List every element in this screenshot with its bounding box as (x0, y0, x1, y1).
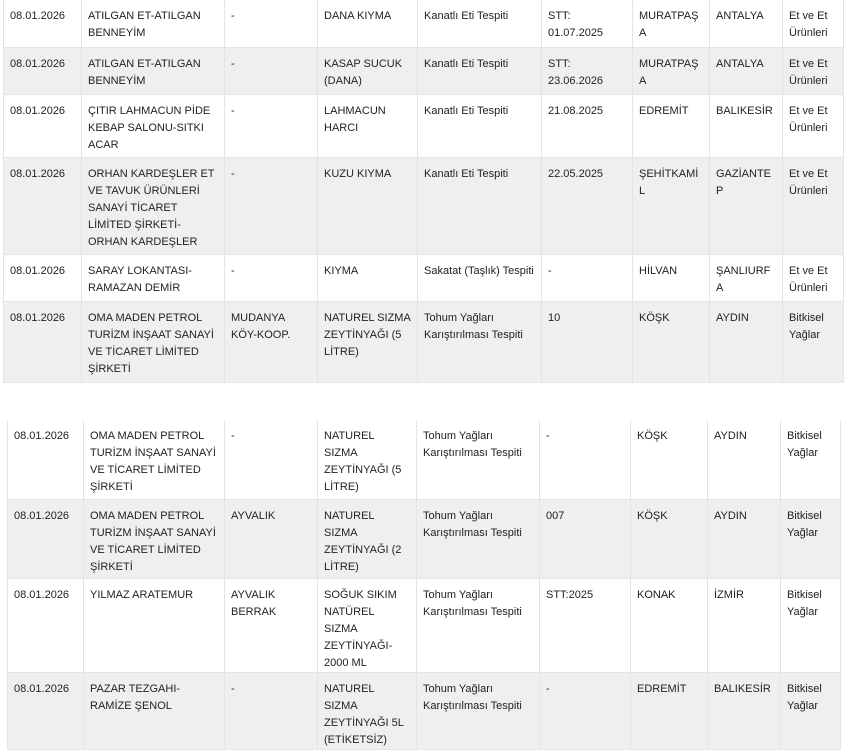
company-cell: YILMAZ ARATEMUR (84, 578, 225, 672)
group-cell: Et ve Et Ürünleri (783, 47, 844, 94)
finding-cell: Kanatlı Eti Tespiti (418, 94, 542, 157)
district-cell: KONAK (631, 578, 708, 672)
table-row (4, 94, 844, 157)
product-cell: KUZU KIYMA (318, 157, 418, 254)
group-cell: Bitkisel Yağlar (781, 672, 841, 749)
date-cell: 08.01.2026 (8, 420, 84, 499)
date-cell: 08.01.2026 (4, 301, 82, 382)
province-cell: ANTALYA (710, 47, 783, 94)
lot-cell: 007 (540, 499, 631, 578)
table-row (8, 578, 841, 672)
date-cell: 08.01.2026 (8, 499, 84, 578)
group-cell: Bitkisel Yağlar (781, 578, 841, 672)
finding-cell: Tohum Yağları Karıştırılması Tespiti (417, 499, 540, 578)
date-cell: 08.01.2026 (4, 94, 82, 157)
date-cell: 08.01.2026 (4, 157, 82, 254)
brand-cell: MUDANYA KÖY-KOOP. (225, 301, 318, 382)
district-cell: HİLVAN (633, 254, 710, 301)
lot-cell: - (540, 672, 631, 749)
brand-cell: - (225, 420, 318, 499)
brand-cell: - (225, 94, 318, 157)
lot-cell: STT: 01.07.2025 (542, 0, 633, 47)
district-cell: KÖŞK (631, 420, 708, 499)
group-cell: Bitkisel Yağlar (783, 301, 844, 382)
finding-cell: Sakatat (Taşlık) Tespiti (418, 254, 542, 301)
brand-cell: AYVALIK BERRAK (225, 578, 318, 672)
finding-cell: Kanatlı Eti Tespiti (418, 0, 542, 47)
product-cell: NATUREL SIZMA ZEYTİNYAĞI (5 LİTRE) (318, 301, 418, 382)
product-cell: SOĞUK SIKIM NATÜREL SIZMA ZEYTİNYAĞI-2000 ML (318, 578, 417, 672)
finding-cell: Kanatlı Eti Tespiti (418, 47, 542, 94)
province-cell: AYDIN (708, 420, 781, 499)
date-cell: 08.01.2026 (4, 254, 82, 301)
table-row (4, 254, 844, 301)
table-row (8, 499, 841, 578)
lot-cell: 22.05.2025 (542, 157, 633, 254)
district-cell: ŞEHİTKAMİL (633, 157, 710, 254)
finding-cell: Tohum Yağları Karıştırılması Tespiti (417, 672, 540, 749)
province-cell: GAZİANTEP (710, 157, 783, 254)
company-cell: SARAY LOKANTASI-RAMAZAN DEMİR (82, 254, 225, 301)
group-cell: Et ve Et Ürünleri (783, 157, 844, 254)
date-cell: 08.01.2026 (4, 0, 82, 47)
table-row (4, 0, 844, 47)
group-cell: Et ve Et Ürünleri (783, 254, 844, 301)
company-cell: ÇITIR LAHMACUN PİDE KEBAP SALONU-SITKI ACAR (82, 94, 225, 157)
province-cell: AYDIN (708, 499, 781, 578)
date-cell: 08.01.2026 (8, 672, 84, 749)
company-cell: OMA MADEN PETROL TURİZM İNŞAAT SANAYİ VE TİCARET LİMİTED ŞİRKETİ (84, 420, 225, 499)
brand-cell: - (225, 0, 318, 47)
lot-cell: 10 (542, 301, 633, 382)
lot-cell: - (542, 254, 633, 301)
district-cell: EDREMİT (633, 94, 710, 157)
company-cell: ATILGAN ET-ATILGAN BENNEYİM (82, 47, 225, 94)
province-cell: BALIKESİR (710, 94, 783, 157)
product-cell: NATUREL SIZMA ZEYTİNYAĞI 5L (ETİKETSİZ) (318, 672, 417, 749)
company-cell: ATILGAN ET-ATILGAN BENNEYİM (82, 0, 225, 47)
district-cell: KÖŞK (631, 499, 708, 578)
finding-cell: Kanatlı Eti Tespiti (418, 157, 542, 254)
finding-cell: Tohum Yağları Karıştırılması Tespiti (418, 301, 542, 382)
lot-cell: STT:2025 (540, 578, 631, 672)
finding-cell: Tohum Yağları Karıştırılması Tespiti (417, 420, 540, 499)
lot-cell: - (540, 420, 631, 499)
province-cell: İZMİR (708, 578, 781, 672)
district-cell: KÖŞK (633, 301, 710, 382)
brand-cell: - (225, 47, 318, 94)
table-row (4, 301, 844, 382)
group-cell: Bitkisel Yağlar (781, 420, 841, 499)
province-cell: AYDIN (710, 301, 783, 382)
group-cell: Et ve Et Ürünleri (783, 0, 844, 47)
group-cell: Et ve Et Ürünleri (783, 94, 844, 157)
product-cell: NATUREL SIZMA ZEYTİNYAĞI (2 LİTRE) (318, 499, 417, 578)
company-cell: OMA MADEN PETROL TURİZM İNŞAAT SANAYİ VE TİCARET LİMİTED ŞİRKETİ (84, 499, 225, 578)
province-cell: ANTALYA (710, 0, 783, 47)
table-row (8, 672, 841, 749)
product-cell: NATUREL SIZMA ZEYTİNYAĞI (5 LİTRE) (318, 420, 417, 499)
product-cell: KASAP SUCUK (DANA) (318, 47, 418, 94)
inspection-table-top (3, 0, 844, 383)
lot-cell: 21.08.2025 (542, 94, 633, 157)
date-cell: 08.01.2026 (8, 578, 84, 672)
district-cell: EDREMİT (631, 672, 708, 749)
table-row (4, 47, 844, 94)
brand-cell: - (225, 254, 318, 301)
date-cell: 08.01.2026 (4, 47, 82, 94)
district-cell: MURATPAŞA (633, 0, 710, 47)
company-cell: PAZAR TEZGAHI-RAMİZE ŞENOL (84, 672, 225, 749)
table-row (4, 157, 844, 254)
province-cell: BALIKESİR (708, 672, 781, 749)
district-cell: MURATPAŞA (633, 47, 710, 94)
province-cell: ŞANLIURFA (710, 254, 783, 301)
table-row (8, 420, 841, 499)
product-cell: KIYMA (318, 254, 418, 301)
brand-cell: - (225, 672, 318, 749)
brand-cell: - (225, 157, 318, 254)
inspection-table-bottom (7, 420, 841, 750)
product-cell: DANA KIYMA (318, 0, 418, 47)
finding-cell: Tohum Yağları Karıştırılması Tespiti (417, 578, 540, 672)
company-cell: OMA MADEN PETROL TURİZM İNŞAAT SANAYİ VE TİCARET LİMİTED ŞİRKETİ (82, 301, 225, 382)
brand-cell: AYVALIK (225, 499, 318, 578)
company-cell: ORHAN KARDEŞLER ET VE TAVUK ÜRÜNLERİ SANAYİ TİCARET LİMİTED ŞİRKETİ-ORHAN KARDEŞLER (82, 157, 225, 254)
lot-cell: STT: 23.06.2026 (542, 47, 633, 94)
product-cell: LAHMACUN HARCI (318, 94, 418, 157)
group-cell: Bitkisel Yağlar (781, 499, 841, 578)
